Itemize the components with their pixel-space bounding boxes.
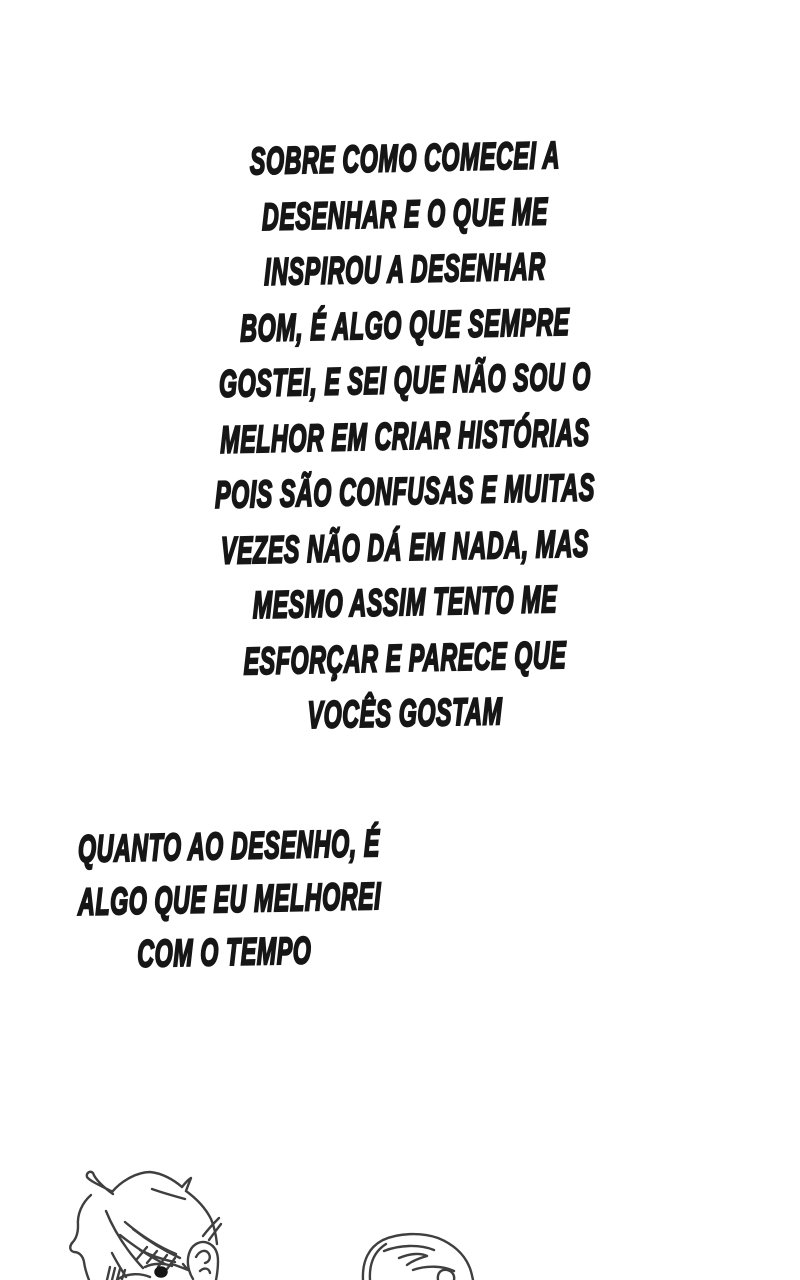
hair-strand-strokes [384, 1246, 454, 1271]
left-hair-spike-stroke [70, 1243, 89, 1280]
brow-arrow-stroke [172, 1264, 188, 1270]
narration-line: GOSTEI, E SEI QUE NÃO SOU O [218, 356, 592, 406]
long-left-strand-stroke [106, 1211, 143, 1277]
narration-line: INSPIROU A DESENHAR [264, 246, 546, 294]
narration-block-2 [77, 821, 382, 980]
narration-line: MESMO ASSIM TENTO ME [252, 578, 558, 628]
narration-line: MELHOR EM CRIAR HISTÓRIAS [220, 411, 590, 462]
narration-line: VEZES NÃO DÁ EM NADA, MAS [220, 522, 590, 573]
narration-block-1 [161, 132, 649, 743]
ear-inner-strokes [196, 1251, 210, 1273]
narration-line: QUANTO AO DESENHO, É [77, 822, 381, 871]
character-sketches [0, 1140, 800, 1280]
inner-top-strand-stroke [152, 1189, 185, 1199]
narration-line: BOM, É ALGO QUE SEMPRE [240, 301, 570, 350]
left-hair-outline-stroke [72, 1195, 91, 1243]
narration-line: COM O TEMPO [137, 930, 312, 976]
eye-pupil [155, 1267, 167, 1277]
narration-line: DESENHAR E O QUE ME [261, 190, 549, 239]
narration-line: ESFORÇAR E PARECE QUE [243, 634, 567, 683]
ahoge-icon [87, 1172, 113, 1194]
narration-line: SOBRE COMO COMECEI A [249, 134, 561, 184]
ear-curl-stroke [438, 1270, 454, 1280]
narration-line: POIS SÃO CONFUSAS E MUITAS [214, 467, 596, 517]
narration-line: ALGO QUE EU MELHOREI [77, 875, 382, 924]
narration-line: VOCÊS GOSTAM [307, 691, 503, 737]
right-character-sketch [363, 1234, 473, 1280]
ear-outline-stroke [188, 1242, 218, 1280]
hair-top-outline-stroke [112, 1172, 182, 1192]
left-character-sketch [70, 1172, 221, 1280]
head-dome-outline-stroke [363, 1234, 473, 1280]
hair-flick-stroke [182, 1178, 191, 1191]
